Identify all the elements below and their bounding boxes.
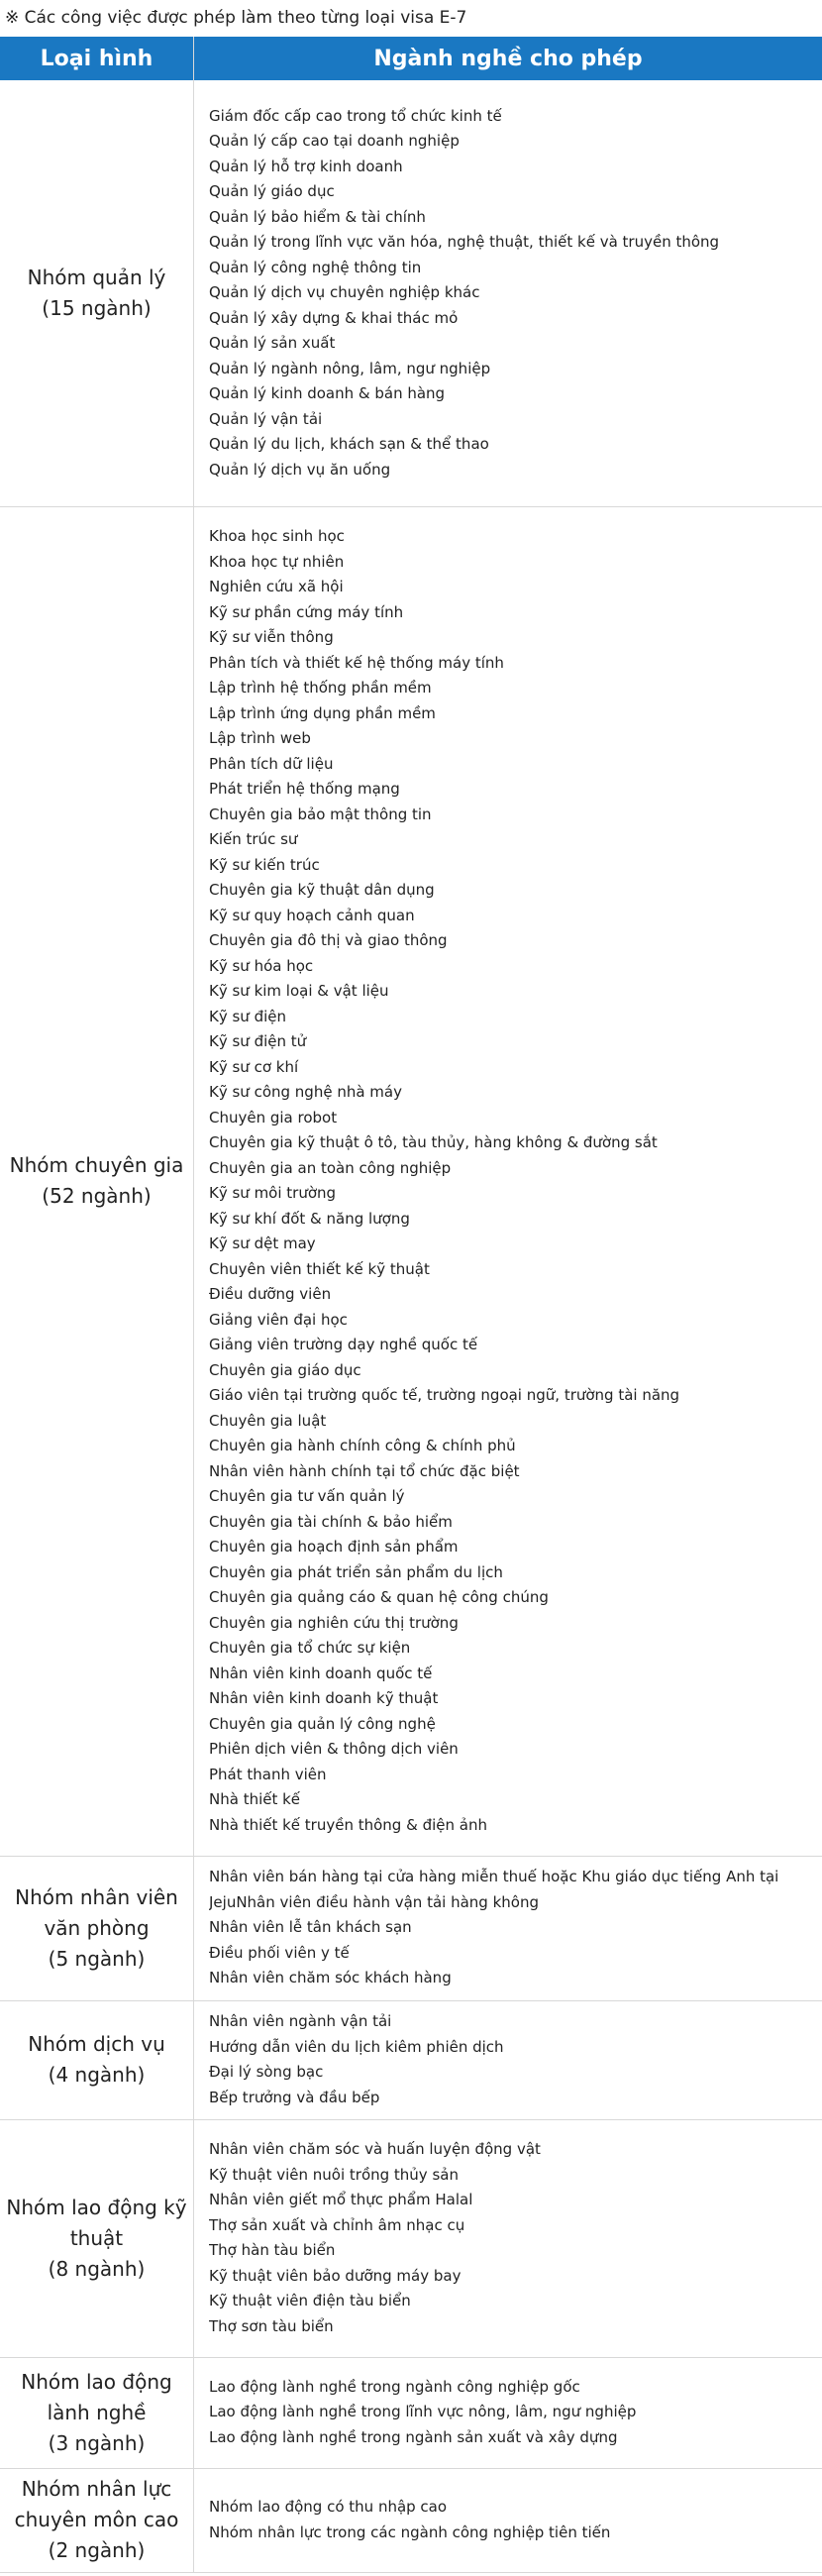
group-category [0,2119,194,2357]
occupation-item: Chuyên gia tài chính & bảo hiểm [209,1512,453,1531]
occupation-item: Nhà thiết kế [209,1790,301,1808]
occupation-item: Chuyên gia nghiên cứu thị trường [209,1613,459,1632]
occupation-item: Quản lý hỗ trợ kinh doanh [209,157,403,175]
occupation-item: Giáo viên tại trường quốc tế, trường ngoại ngữ, trường tài năng [209,1386,680,1404]
group-name: Nhóm nhân lực chuyên môn cao [14,2477,179,2531]
group-count: (4 ngành) [48,2063,146,2087]
occupation-item: Quản lý công nghệ thông tin [209,258,422,276]
group-category [0,80,194,506]
occupation-item: Kỹ sư điện [209,1007,286,1025]
table-header-row [0,37,822,80]
occupation-item: Nhân viên bán hàng tại cửa hàng miễn thuế hoặc Khu giáo dục tiếng Anh tại JejuNhân viên điều hành vận tải hàng không [209,1868,779,1911]
occupation-item: Chuyên gia tổ chức sự kiện [209,1639,411,1657]
occupation-item: Kỹ sư quy hoạch cảnh quan [209,906,415,924]
occupation-list [209,1865,822,1991]
occupation-item: Giám đốc cấp cao trong tổ chức kinh tế [209,106,502,125]
group-items [194,80,822,506]
occupation-item: Quản lý kinh doanh & bán hàng [209,384,446,402]
occupation-item: Quản lý ngành nông, lâm, ngư nghiệp [209,359,491,377]
header-type: Loại hình [0,37,194,80]
group-name: Nhóm nhân viên văn phòng [15,1884,178,1940]
group-row-professionals [0,506,822,1856]
occupation-item: Lao động lành nghề trong ngành công nghiệp gốc [209,2377,580,2396]
occupation-item: Quản lý trong lĩnh vực văn hóa, nghệ thuật, thiết kế và truyền thông [209,233,720,251]
occupation-item: Quản lý giáo dục [209,182,335,200]
occupation-item: Lao động lành nghề trong ngành sản xuất và xây dựng [209,2427,618,2446]
occupation-item: Chuyên gia kỹ thuật ô tô, tàu thủy, hàng không & đường sắt [209,1133,658,1151]
group-row-management [0,80,822,506]
occupation-item: Phát triển hệ thống mạng [209,780,400,798]
group-name: Nhóm chuyên gia [9,1153,184,1177]
group-row-service [0,2000,822,2119]
header-occupations: Ngành nghề cho phép [194,37,822,80]
occupation-item: Chuyên gia robot [209,1108,338,1127]
occupation-item: Nghiên cứu xã hội [209,578,344,595]
occupation-item: Quản lý vận tải [209,409,323,428]
occupation-item: Phiên dịch viên & thông dịch viên [209,1740,459,1758]
occupation-item: Chuyên gia phát triển sản phẩm du lịch [209,1562,503,1581]
occupation-item: Quản lý dịch vụ chuyên nghiệp khác [209,283,480,301]
occupation-list [209,104,822,483]
occupation-item: Kỹ sư dệt may [209,1234,316,1252]
occupation-item: Kỹ thuật viên điện tàu biển [209,2292,411,2309]
occupation-item: Nhân viên hành chính tại tổ chức đặc biệt [209,1461,520,1480]
occupation-item: Chuyên gia hành chính công & chính phủ [209,1437,516,1454]
group-row-technical [0,2119,822,2357]
occupation-item: Kỹ sư điện tử [209,1032,307,1050]
group-items [194,2468,822,2572]
group-name: Nhóm lao động lành nghề [21,2369,172,2424]
occupation-item: Phân tích dữ liệu [209,754,334,773]
occupation-item: Lập trình web [209,729,311,747]
occupation-item: Phân tích và thiết kế hệ thống máy tính [209,653,504,672]
occupation-item: Quản lý du lịch, khách sạn & thể thao [209,435,489,453]
occupation-item: Lập trình ứng dụng phần mềm [209,703,436,722]
group-count: (8 ngành) [48,2256,146,2281]
occupation-item: Quản lý sản xuất [209,334,336,352]
occupation-item: Kỹ sư hóa học [209,956,314,975]
occupation-item: Nhân viên chăm sóc khách hàng [209,1969,452,1987]
occupation-list [209,524,822,1838]
occupation-item: Kiến trúc sư [209,830,298,848]
group-count: (15 ngành) [42,295,152,320]
occupation-item: Chuyên gia hoạch định sản phẩm [209,1538,459,1556]
occupation-list [209,2009,822,2110]
visa-note: ※ Các công việc được phép làm theo từng loại visa E-7 [5,8,467,28]
group-category [0,2468,194,2572]
group-name: Nhóm lao động kỹ thuật [6,2195,187,2250]
occupation-item: Thợ sản xuất và chỉnh âm nhạc cụ [209,2215,465,2234]
group-count: (5 ngành) [48,1946,146,1971]
occupation-item: Giảng viên đại học [209,1310,348,1329]
occupation-item: Chuyên gia giáo dục [209,1360,361,1379]
occupation-item: Giảng viên trường dạy nghề quốc tế [209,1336,478,1353]
occupation-item: Lao động lành nghề trong lĩnh vực nông, lâm, ngư nghiệp [209,2403,637,2421]
occupation-item: Nhân viên ngành vận tải [209,2012,392,2030]
occupation-item: Kỹ sư kiến trúc [209,855,320,874]
group-category [0,1856,194,2000]
group-count: (2 ngành) [48,2538,146,2562]
occupation-item: Phát thanh viên [209,1765,327,1783]
occupation-item: Chuyên gia bảo mật thông tin [209,805,432,823]
occupation-item: Đại lý sòng bạc [209,2063,324,2081]
occupation-item: Nhân viên kinh doanh quốc tế [209,1664,433,1682]
group-name: Nhóm quản lý [27,265,166,289]
group-count: (3 ngành) [48,2430,146,2455]
visa-e7-table [0,37,822,2573]
occupation-item: Chuyên gia tư vấn quản lý [209,1487,405,1505]
occupation-item: Chuyên gia luật [209,1411,327,1430]
occupation-item: Chuyên viên thiết kế kỹ thuật [209,1259,430,1278]
group-items [194,2119,822,2357]
occupation-item: Chuyên gia quản lý công nghệ [209,1714,436,1733]
occupation-item: Nhân viên kinh doanh kỹ thuật [209,1689,439,1707]
group-items [194,2000,822,2119]
occupation-list [209,2495,822,2545]
occupation-item: Quản lý bảo hiểm & tài chính [209,207,426,226]
group-count: (52 ngành) [42,1184,152,1208]
occupation-item: Điều phối viên y tế [209,1943,350,1962]
occupation-item: Nhân viên chăm sóc và huấn luyện động vật [209,2140,541,2158]
occupation-item: Khoa học tự nhiên [209,552,345,571]
occupation-item: Kỹ sư kim loại & vật liệu [209,982,389,1000]
occupation-item: Nhóm lao động có thu nhập cao [209,2498,448,2516]
group-category [0,2357,194,2468]
occupation-item: Điều dưỡng viên [209,1285,332,1303]
occupation-item: Thợ hàn tàu biển [209,2241,336,2259]
occupation-list [209,2375,822,2451]
occupation-item: Quản lý dịch vụ ăn uống [209,460,391,479]
occupation-item: Chuyên gia kỹ thuật dân dụng [209,881,435,899]
occupation-item: Kỹ sư viễn thông [209,628,334,646]
group-category [0,2000,194,2119]
occupation-item: Nhân viên lễ tân khách sạn [209,1918,412,1937]
occupation-list [209,2137,822,2339]
occupation-item: Kỹ sư môi trường [209,1184,337,1202]
occupation-item: Lập trình hệ thống phần mềm [209,679,432,697]
occupation-item: Chuyên gia đô thị và giao thông [209,931,448,949]
occupation-item: Kỹ thuật viên bảo dưỡng máy bay [209,2266,462,2285]
occupation-item: Hướng dẫn viên du lịch kiêm phiên dịch [209,2037,504,2056]
occupation-item: Nhóm nhân lực trong các ngành công nghiệp tiên tiến [209,2522,611,2541]
occupation-item: Kỹ thuật viên nuôi trồng thủy sản [209,2165,459,2184]
group-items [194,506,822,1856]
group-row-skilled [0,2357,822,2468]
occupation-item: Kỹ sư phần cứng máy tính [209,602,404,621]
occupation-item: Nhân viên giết mổ thực phẩm Halal [209,2191,473,2208]
occupation-item: Kỹ sư cơ khí [209,1057,299,1076]
group-category [0,506,194,1856]
group-name: Nhóm dịch vụ [28,2032,165,2056]
group-items [194,1856,822,2000]
occupation-item: Quản lý cấp cao tại doanh nghiệp [209,132,460,150]
occupation-item: Quản lý xây dựng & khai thác mỏ [209,308,459,327]
occupation-item: Kỹ sư khí đốt & năng lượng [209,1209,410,1228]
occupation-item: Chuyên gia an toàn công nghiệp [209,1158,452,1177]
occupation-item: Kỹ sư công nghệ nhà máy [209,1083,402,1101]
occupation-item: Nhà thiết kế truyền thông & điện ảnh [209,1815,487,1834]
group-row-office [0,1856,822,2000]
occupation-item: Chuyên gia quảng cáo & quan hệ công chúng [209,1588,549,1606]
occupation-item: Thợ sơn tàu biển [209,2316,334,2335]
occupation-item: Khoa học sinh học [209,527,345,545]
group-row-high-talent [0,2468,822,2572]
occupation-item: Bếp trưởng và đầu bếp [209,2088,380,2106]
group-items [194,2357,822,2468]
